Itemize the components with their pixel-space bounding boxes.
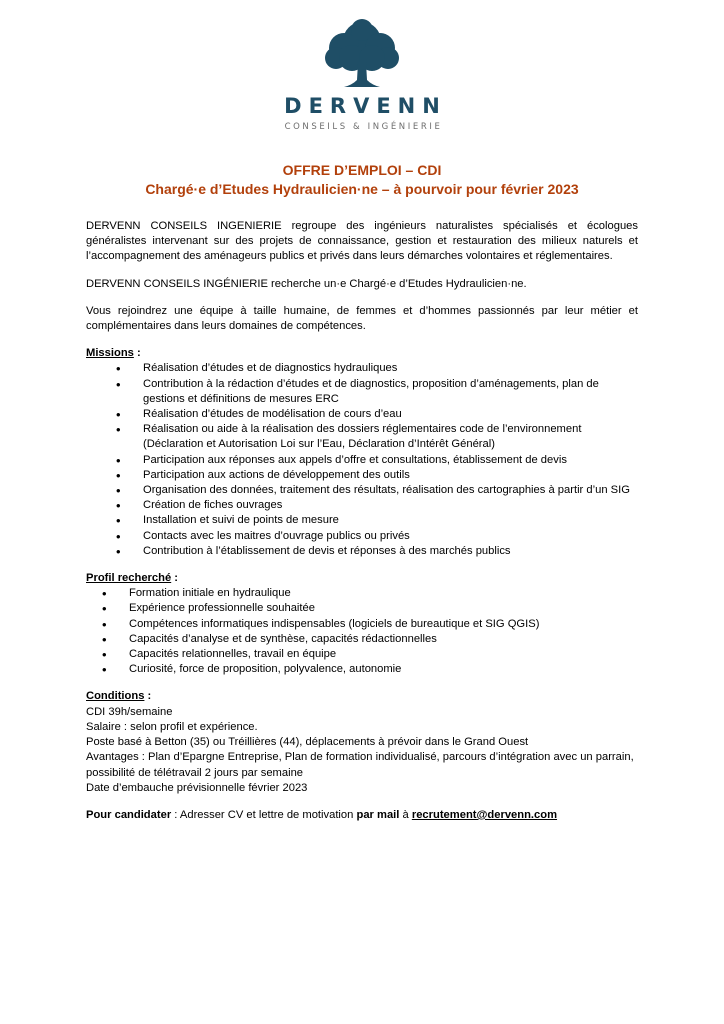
condition-line: Date d’embauche prévisionnelle février 2023 bbox=[86, 781, 308, 794]
offer-body bbox=[86, 219, 638, 823]
email-link[interactable]: recrutement@dervenn.com bbox=[411, 808, 558, 821]
list-item: • Contribution à l’établissement de devis et réponses à des marchés publics bbox=[129, 544, 638, 559]
job-titles bbox=[0, 161, 724, 199]
intro-paragraph: DERVENN CONSEILS INGENIERIE regroupe des ingénieurs naturalistes spécialisés et écologues généralistes intervenant sur des projets de connaissance, gestion et restauration des milieux naturels et l’accompagnement des aménageurs publics et privés dans leurs démarches volontaires et réglementaires. bbox=[86, 220, 638, 263]
missions-heading: Missions : bbox=[86, 347, 141, 360]
team-paragraph: Vous rejoindrez une équipe à taille humaine, de femmes et d’hommes passionnés par leur métier et complémentaires dans leurs domaines de compétences. bbox=[86, 304, 638, 333]
company-logo bbox=[0, 18, 724, 132]
apply-instructions: Pour candidater : Adresser CV et lettre de motivation par mail à recrutement@dervenn.com bbox=[86, 808, 558, 821]
list-item: • Formation initiale en hydraulique bbox=[115, 586, 638, 601]
list-item: • Capacités relationnelles, travail en équipe bbox=[115, 647, 638, 662]
list-item: • Participation aux actions de développement des outils bbox=[129, 468, 638, 483]
list-item: • Expérience professionnelle souhaitée bbox=[115, 601, 638, 616]
condition-line: Salaire : selon profil et expérience. bbox=[86, 720, 258, 733]
list-item: • Installation et suivi de points de mesure bbox=[129, 513, 638, 528]
missions-list bbox=[86, 361, 638, 559]
list-item: • Organisation des données, traitement des résultats, réalisation des cartographies à partir d’un SIG bbox=[129, 483, 638, 498]
job-title: Chargé·e d’Etudes Hydraulicien·ne – à pourvoir pour février 2023 bbox=[145, 181, 579, 197]
tree-icon bbox=[322, 18, 402, 90]
profile-heading: Profil recherché : bbox=[86, 572, 179, 585]
brand-name: DERVENN bbox=[284, 94, 447, 118]
list-item: • Contribution à la rédaction d’études et de diagnostics, proposition d’aménagements, plan de gestions et définitions de mesures ERC bbox=[129, 377, 638, 407]
condition-line: CDI 39h/semaine bbox=[86, 705, 173, 718]
list-item: • Réalisation d’études de modélisation de cours d’eau bbox=[129, 407, 638, 422]
list-item: • Compétences informatiques indispensables (logiciels de bureautique et SIG QGIS) bbox=[115, 617, 638, 632]
list-item: • Capacités d’analyse et de synthèse, capacités rédactionnelles bbox=[115, 632, 638, 647]
list-item: • Réalisation d’études et de diagnostics hydrauliques bbox=[129, 361, 638, 376]
profile-list bbox=[86, 586, 638, 677]
list-item: • Participation aux réponses aux appels d’offre et consultations, établissement de devis bbox=[129, 453, 638, 468]
list-item: • Création de fiches ouvrages bbox=[129, 498, 638, 513]
list-item: • Réalisation ou aide à la réalisation des dossiers réglementaires code de l’environnement (Déclaration et Autorisation Loi sur l’Eau, Déclaration d’Intérêt Général) bbox=[129, 422, 638, 452]
apply-label: Pour candidater bbox=[86, 808, 172, 821]
conditions-heading: Conditions : bbox=[86, 690, 152, 703]
list-item: • Curiosité, force de proposition, polyvalence, autonomie bbox=[115, 662, 638, 677]
list-item: • Contacts avec les maitres d’ouvrage publics ou privés bbox=[129, 529, 638, 544]
recruitment-statement: DERVENN CONSEILS INGÉNIERIE recherche un·e Chargé·e d’Etudes Hydraulicien·ne. bbox=[86, 277, 527, 290]
offer-title: OFFRE D’EMPLOI – CDI bbox=[282, 162, 442, 178]
condition-line: Poste basé à Betton (35) ou Tréillières (44), déplacements à prévoir dans le Grand Ouest bbox=[86, 736, 529, 749]
brand-subtitle: CONSEILS & INGÉNIERIE bbox=[284, 122, 443, 132]
condition-line: Avantages : Plan d’Epargne Entreprise, Plan de formation individualisé, parcours d’intégration avec un parrain, possibilité de télétravail 2 jours par semaine bbox=[86, 751, 634, 779]
